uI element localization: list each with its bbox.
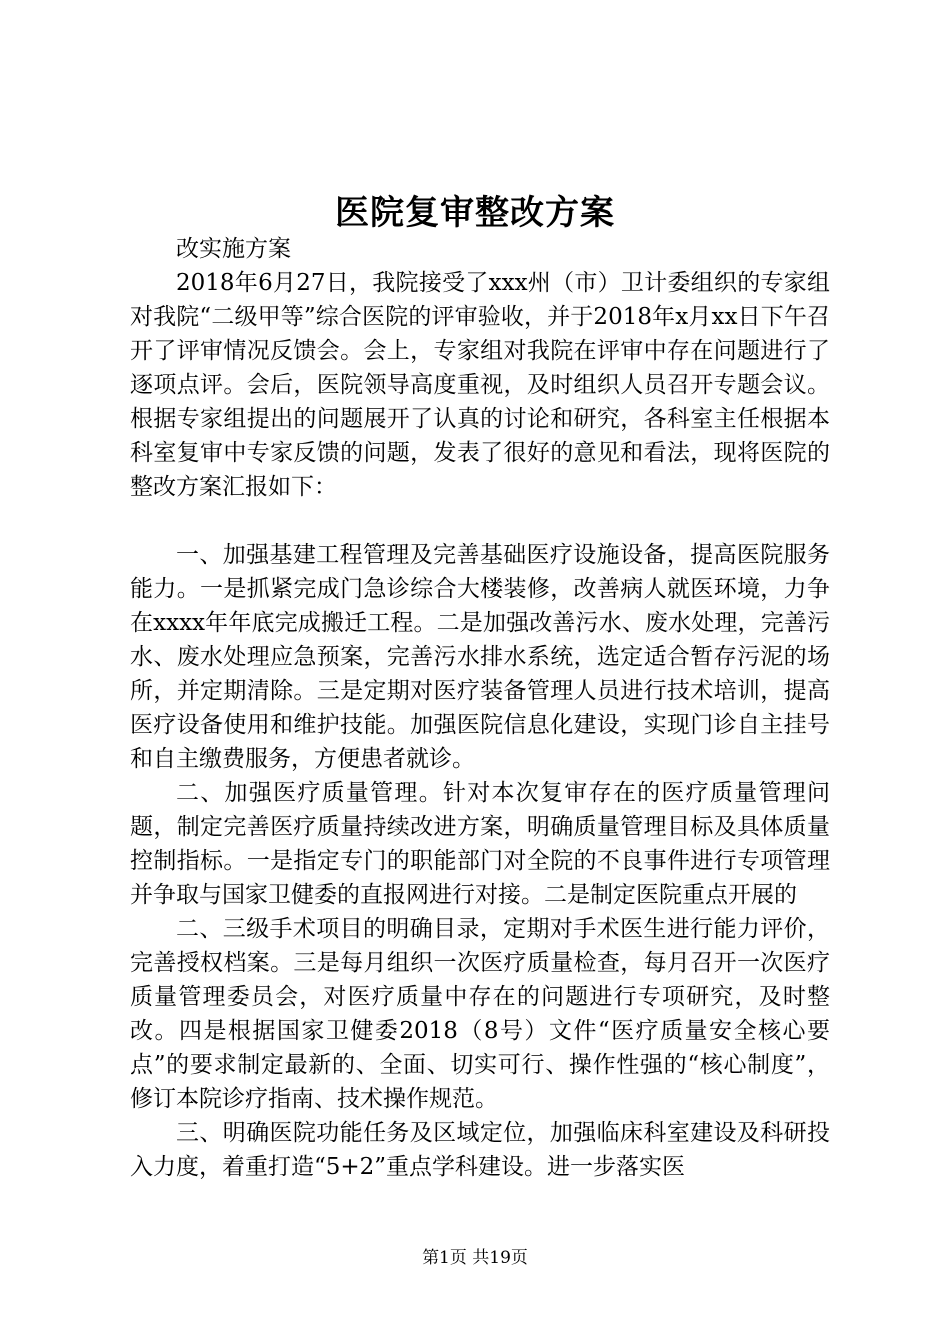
document-title: 医院复审整改方案 [335, 193, 615, 233]
paragraph-intro: 2018年6月27日，我院接受了xxx州（市）卫计委组织的专家组对我院“二级甲等”综合医院的评审验收，并于2018年x月xx日下午召开了评审情况反馈会。会上，专家组对我院在评审中存在问题进行了逐项点评。会后，医院领导高度重视，及时组织人员召开专题会议。根据专家组提出的问题展开了认真的讨论和研究，各科室主任根据本科室复审中专家反馈的问题，发表了很好的意见和看法，现将医院的整改方案汇报如下： [130, 270, 830, 500]
paragraph-section-1: 一、加强基建工程管理及完善基础医疗设施设备，提高医院服务能力。一是抓紧完成门急诊综合大楼装修，改善病人就医环境，力争在xxxx年年底完成搬迁工程。二是加强改善污水、废水处理，完善污水、废水处理应急预案，完善污水排水系统，选定适合暂存污泥的场所，并定期清除。三是定期对医疗装备管理人员进行技术培训，提高医疗设备使用和维护技能。加强医院信息化建设，实现门诊自主挂号和自主缴费服务，方便患者就诊。 [130, 542, 830, 772]
paragraph-section-2: 二、加强医疗质量管理。针对本次复审存在的医疗质量管理问题，制定完善医疗质量持续改进方案，明确质量管理目标及具体质量控制指标。一是指定专门的职能部门对全院的不良事件进行专项管理并争取与国家卫健委的直报网进行对接。二是制定医院重点开展的 [130, 780, 830, 908]
document-body [130, 232, 830, 1184]
paragraph-section-2-continued: 二、三级手术项目的明确目录，定期对手术医生进行能力评价，完善授权档案。三是每月组织一次医疗质量检查，每月召开一次医疗质量管理委员会，对医疗质量中存在的问题进行专项研究，及时整改。四是根据国家卫健委2018（8号）文件“医疗质量安全核心要点”的要求制定最新的、全面、切实可行、操作性强的“核心制度”，修订本院诊疗指南、技术操作规范。 [130, 916, 830, 1112]
paragraph-section-3: 三、明确医院功能任务及区域定位，加强临床科室建设及科研投入力度，着重打造“5+2”重点学科建设。进一步落实医 [130, 1120, 830, 1180]
page-number-footer: 第1页 共19页 [422, 1248, 528, 1268]
paragraph-subtitle: 改实施方案 [176, 236, 291, 262]
